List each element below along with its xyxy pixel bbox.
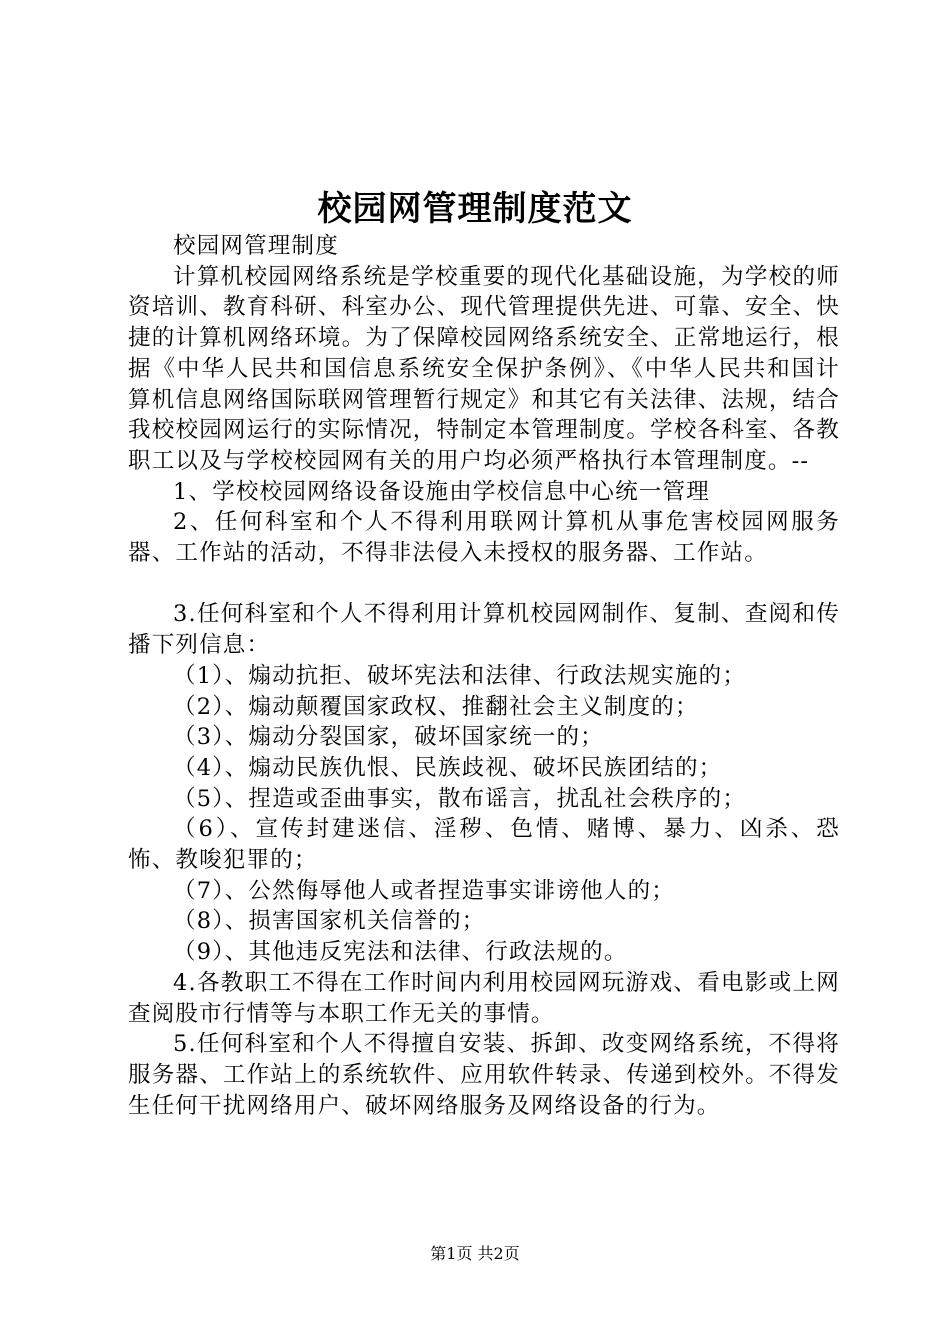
paragraph-rule-2: 2、任何科室和个人不得利用联网计算机从事危害校园网服务器、工作站的活动，不得非法侵入未授权的服务器、工作站。: [128, 509, 840, 567]
paragraph-rule-3: 3.任何科室和个人不得利用计算机校园网制作、复制、查阅和传播下列信息：: [128, 601, 840, 659]
list-item: （2）、煽动颠覆国家政权、推翻社会主义制度的；: [173, 693, 699, 720]
list-item: （5）、捏造或歪曲事实，散布谣言，扰乱社会秩序的；: [173, 785, 747, 812]
document-body: [128, 231, 840, 1121]
paragraph-intro: 计算机校园网络系统是学校重要的现代化基础设施，为学校的师资培训、教育科研、科室办公、现代管理提供先进、可靠、安全、快捷的计算机网络环境。为了保障校园网络系统安全、正常地运行，根据《中华人民共和国信息系统安全保护条例》、《中华人民共和国计算机信息网络国际联网管理暂行规定》和其它有关法律、法规，结合我校校园网运行的实际情况，特制定本管理制度。学校各科室、各教职工以及与学校校园网有关的用户均必须严格执行本管理制度。--: [128, 263, 840, 474]
list-item: （4）、煽动民族仇恨、民族歧视、破坏民族团结的；: [173, 754, 723, 781]
page-footer: 第1页 共2页: [430, 1244, 520, 1263]
list-item: （9）、其他违反宪法和法律、行政法规的。: [173, 939, 628, 966]
list-item: （3）、煽动分裂国家，破坏国家统一的；: [173, 724, 604, 751]
document-title: 校园网管理制度范文: [317, 189, 633, 229]
paragraph-subtitle: 校园网管理制度: [173, 233, 339, 259]
paragraph-rule-4: 4.各教职工不得在工作时间内利用校园网玩游戏、看电影或上网查阅股市行情等与本职工作无关的事情。: [128, 969, 840, 1027]
list-item: （1）、煽动抗拒、破坏宪法和法律、行政法规实施的；: [173, 662, 747, 689]
paragraph-rule-1: 1、学校校园网络设备设施由学校信息中心统一管理: [173, 478, 710, 505]
list-item: （7）、公然侮辱他人或者捏造事实诽谤他人的；: [173, 877, 675, 904]
paragraph-rule-5: 5.任何科室和个人不得擅自安装、拆卸、改变网络系统，不得将服务器、工作站上的系统软件、应用软件转录、传递到校外。不得发生任何干扰网络用户、破坏网络服务及网络设备的行为。: [128, 1031, 840, 1119]
list-item: （8）、损害国家机关信誉的；: [173, 908, 486, 935]
list-item: （6）、宣传封建迷信、淫秽、色情、赌博、暴力、凶杀、恐怖、教唆犯罪的；: [128, 816, 840, 874]
